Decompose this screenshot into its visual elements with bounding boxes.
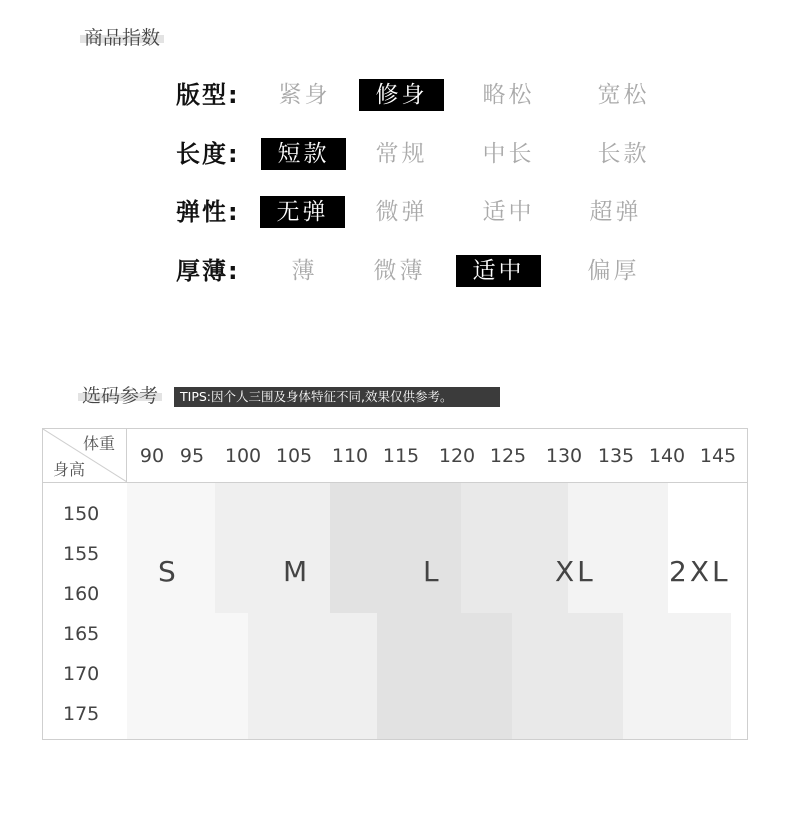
size-label-2xl: 2XL: [669, 555, 731, 588]
index-row-fit: [0, 79, 790, 111]
weight-120: 120: [438, 445, 476, 467]
height-150: 150: [63, 503, 100, 525]
option-selected: 无弹: [260, 196, 345, 228]
size-label-m: M: [283, 555, 311, 588]
option-selected: 适中: [456, 255, 541, 287]
weight-140: 140: [648, 445, 686, 467]
option: 微薄: [373, 258, 426, 284]
option: 常规: [375, 141, 428, 167]
size-label-l: L: [423, 555, 442, 588]
weight-145: 145: [699, 445, 737, 467]
size-block-xl-top: [461, 483, 568, 613]
option: 适中: [482, 199, 535, 225]
height-155: 155: [63, 543, 100, 565]
height-175: 175: [63, 703, 100, 725]
weight-90: 90: [139, 445, 165, 467]
size-block-2xl-bottom: [623, 613, 731, 739]
size-block-xl-bottom: [512, 613, 623, 739]
tips-banner: TIPS:因个人三围及身体特征不同,效果仅供参考。: [174, 387, 500, 407]
option-selected: 短款: [261, 138, 346, 170]
index-row-length: [0, 138, 790, 170]
weight-115: 115: [382, 445, 420, 467]
weight-105: 105: [275, 445, 313, 467]
index-row-thickness: [0, 255, 790, 287]
weight-135: 135: [597, 445, 635, 467]
size-block-2xl-top: [568, 483, 668, 613]
size-block-s-bottom: [127, 613, 248, 739]
header-divider: [43, 482, 747, 483]
corner-weight-label: 体重: [83, 434, 116, 453]
weight-95: 95: [179, 445, 205, 467]
size-block-s-top: [127, 483, 215, 613]
index-label: 厚薄:: [176, 257, 240, 285]
size-label-s: S: [158, 555, 179, 588]
size-block-m-bottom: [248, 613, 377, 739]
height-165: 165: [63, 623, 100, 645]
index-label: 版型:: [176, 81, 240, 109]
height-170: 170: [63, 663, 100, 685]
size-label-xl: XL: [555, 555, 596, 588]
size-block-l-bottom: [377, 613, 512, 739]
option: 微弹: [375, 199, 428, 225]
option: 长款: [597, 141, 650, 167]
corner-height-label: 身高: [53, 460, 86, 479]
size-reference-title: 选码参考: [78, 385, 162, 407]
option-selected: 修身: [359, 79, 444, 111]
option: 略松: [482, 82, 535, 108]
option: 薄: [291, 258, 318, 284]
option: 超弹: [589, 199, 642, 225]
option: 紧身: [278, 82, 331, 108]
index-row-elasticity: [0, 196, 790, 228]
product-index-title: 商品指数: [80, 27, 164, 49]
index-label: 弹性:: [176, 198, 240, 226]
weight-130: 130: [545, 445, 583, 467]
corner-cell: [43, 429, 127, 482]
size-table: [42, 428, 748, 740]
height-160: 160: [63, 583, 100, 605]
weight-125: 125: [489, 445, 527, 467]
size-block-l-top: [330, 483, 461, 613]
index-label: 长度:: [176, 140, 240, 168]
weight-110: 110: [331, 445, 369, 467]
weight-100: 100: [224, 445, 262, 467]
option: 宽松: [597, 82, 650, 108]
option: 偏厚: [587, 258, 640, 284]
size-block-m-top: [215, 483, 330, 613]
option: 中长: [482, 141, 535, 167]
